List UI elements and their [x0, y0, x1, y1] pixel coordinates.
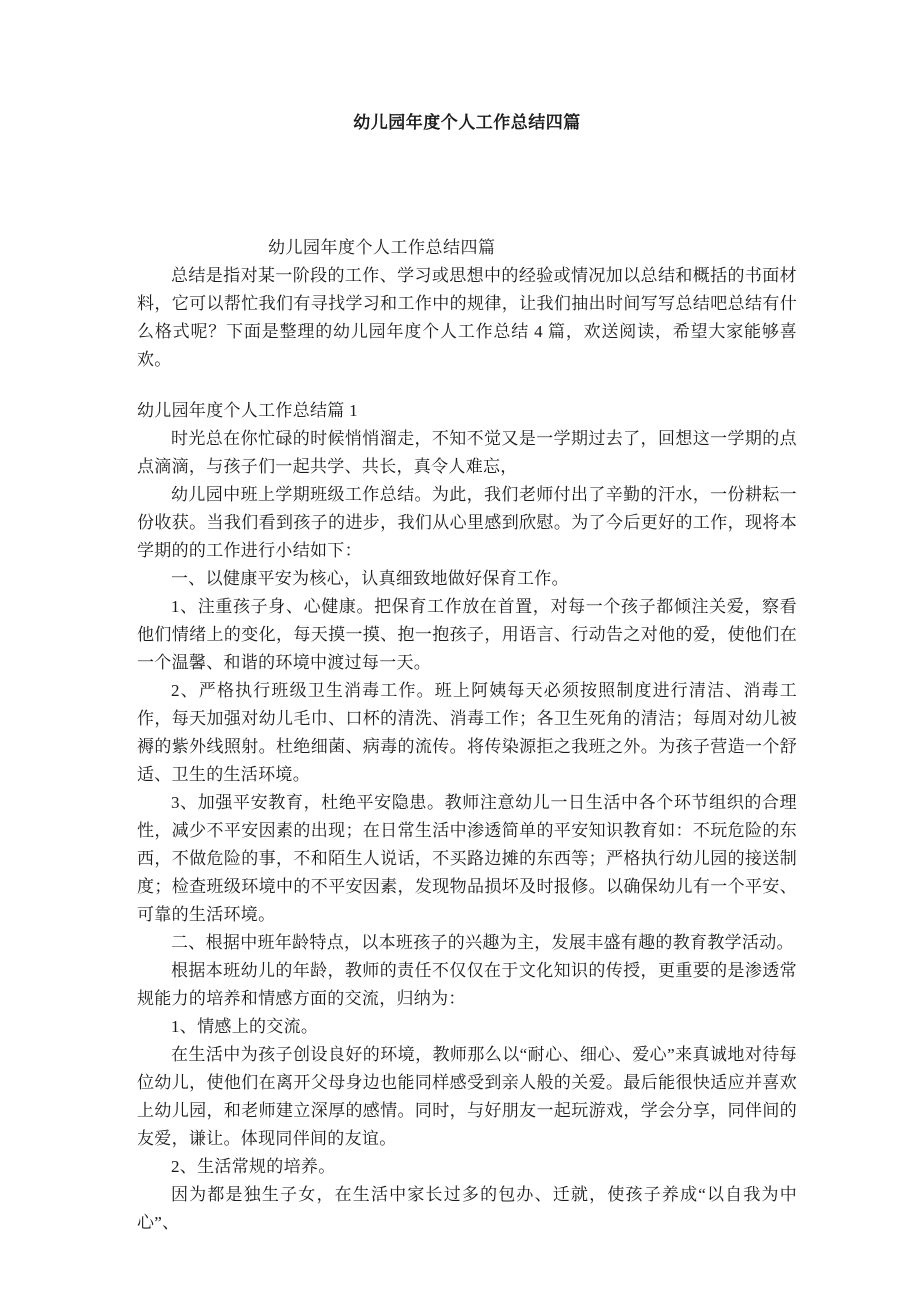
- paragraph: 1、情感上的交流。: [171, 1017, 319, 1036]
- paragraph: 2、严格执行班级卫生消毒工作。班上阿姨每天必须按照制度进行清洁、消毒工作，每天加强对幼儿毛巾、口杯的清洗、消毒工作；各卫生死角的清洁；每周对幼儿被褥的紫外线照射。杜绝细菌、病毒的流传。将传染源拒之我班之外。为孩子营造一个舒适、卫生的生活环境。: [137, 681, 797, 784]
- document-content: [137, 0, 797, 1237]
- paragraph: 1、注重孩子身、心健康。把保育工作放在首置，对每一个孩子都倾注关爱，察看他们情绪上的变化，每天摸一摸、抱一抱孩子，用语言、行动告之对他的爱，使他们在一个温馨、和谐的环境中渡过每一天。: [137, 597, 797, 672]
- paragraph: 幼儿园中班上学期班级工作总结。为此，我们老师付出了辛勤的汗水，一份耕耘一份收获。当我们看到孩子的进步，我们从心里感到欣慰。为了今后更好的工作，现将本学期的的工作进行小结如下：: [137, 485, 797, 560]
- paragraph: 根据本班幼儿的年龄，教师的责任不仅仅在于文化知识的传授，更重要的是渗透常规能力的培养和情感方面的交流，归纳为：: [137, 961, 797, 1008]
- paragraph: 2、生活常规的培养。: [171, 1157, 336, 1176]
- document-subtitle: 幼儿园年度个人工作总结四篇: [268, 238, 496, 257]
- paragraph: 在生活中为孩子创设良好的环境，教师那么以“耐心、细心、爱心”来真诚地对待每位幼儿，使他们在离开父母身边也能同样感受到亲人般的关爱。最后能很快适应并喜欢上幼儿园，和老师建立深厚的感情。同时，与好朋友一起玩游戏，学会分享，同伴间的友爱，谦让。体现同伴间的友谊。: [137, 1045, 797, 1148]
- paragraph: 一、以健康平安为核心，认真细致地做好保育工作。: [171, 569, 569, 588]
- section-1-body: [137, 425, 797, 1237]
- document-title: 幼儿园年度个人工作总结四篇: [353, 113, 581, 132]
- paragraph: 二、根据中班年龄特点，以本班孩子的兴趣为主，发展丰盛有趣的教育教学活动。: [171, 933, 794, 952]
- section-1-heading: 幼儿园年度个人工作总结篇 1: [137, 401, 358, 420]
- paragraph: 因为都是独生子女，在生活中家长过多的包办、迁就，使孩子养成“以自我为中心”、: [137, 1185, 797, 1232]
- paragraph: 3、加强平安教育，杜绝平安隐患。教师注意幼儿一日生活中各个环节组织的合理性，减少不平安因素的出现；在日常生活中渗透简单的平安知识教育如：不玩危险的东西，不做危险的事，不和陌生人说话，不买路边摊的东西等；严格执行幼儿园的接送制度；检查班级环境中的不平安因素，发现物品损坏及时报修。以确保幼儿有一个平安、可靠的生活环境。: [137, 793, 797, 924]
- intro-paragraph: 总结是指对某一阶段的工作、学习或思想中的经验或情况加以总结和概括的书面材料，它可以帮忙我们有寻找学习和工作中的规律，让我们抽出时间写写总结吧总结有什么格式呢？下面是整理的幼儿园年度个人工作总结 4 篇，欢送阅读，希望大家能够喜欢。: [137, 266, 797, 369]
- paragraph: 时光总在你忙碌的时候悄悄溜走，不知不觉又是一学期过去了，回想这一学期的点点滴滴，与孩子们一起共学、共长，真令人难忘，: [137, 429, 797, 476]
